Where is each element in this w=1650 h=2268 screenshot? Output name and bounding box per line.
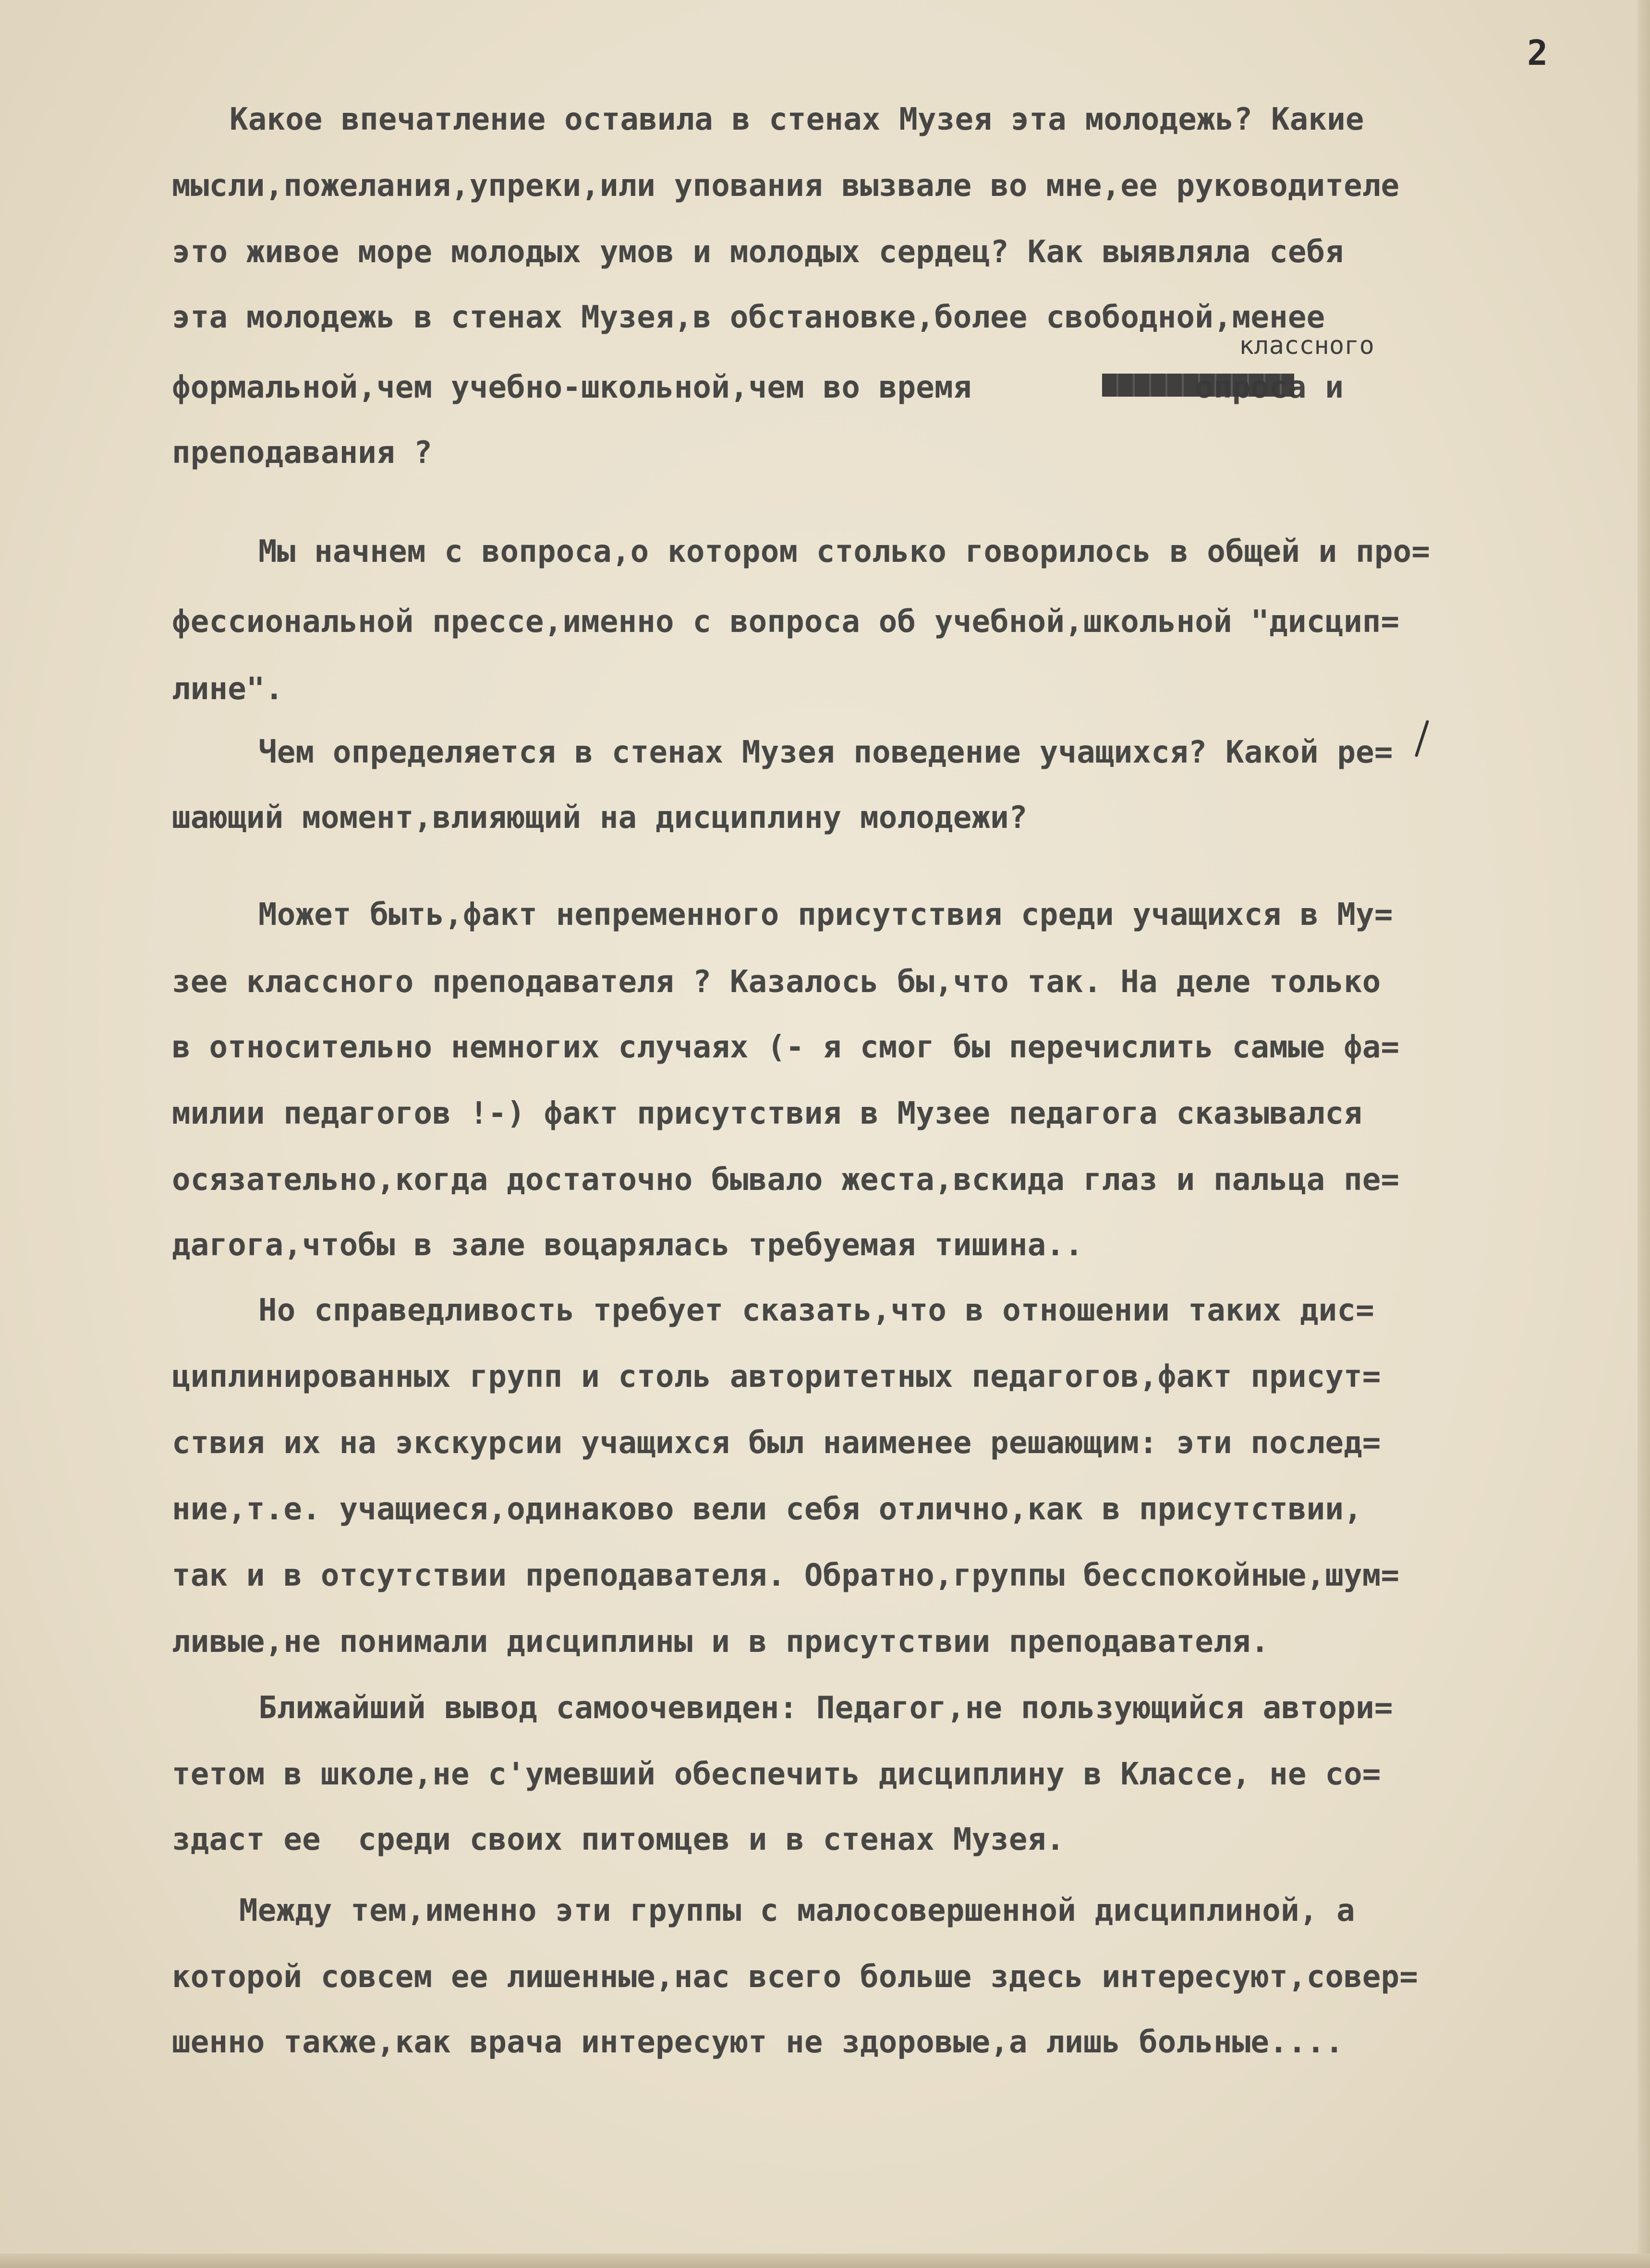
text-line: ствия их на экскурсии учащихся был наименее решающим: эти послед= xyxy=(172,1425,1381,1461)
page-edge-right xyxy=(1638,0,1650,2268)
page-number: 2 xyxy=(1527,33,1548,73)
text-line: эта молодежь в стенах Музея,в обстановке,более свободной,менее xyxy=(172,300,1325,335)
text-line: здаст ее среди своих питомцев и в стенах Музея. xyxy=(172,1822,1065,1857)
text-line: зее классного преподавателя ? Казалось бы,что так. На деле только xyxy=(172,964,1381,1000)
text-line: Мы начнем с вопроса,о котором столько говорилось в общей и про= xyxy=(258,534,1431,570)
text-line: преподавания ? xyxy=(172,435,433,471)
text-line: милии педагогов !-) факт присутствия в Музее педагога сказывался xyxy=(172,1096,1362,1131)
text-line: осязательно,когда достаточно бывало жеста,вскида глаз и пальца пе= xyxy=(172,1162,1400,1198)
text-line: Может быть,факт непременного присутствия среди учащихся в Му= xyxy=(258,897,1393,933)
text-line: так и в отсутствии преподавателя. Обратно,группы бесспокойные,шум= xyxy=(172,1558,1400,1593)
text-line: мысли,пожелания,упреки,или упования вызвале во мне,ее руководителе xyxy=(172,168,1400,204)
text-line: формальной,чем учебно-школьной,чем во время опроса и xyxy=(172,370,1344,405)
text-line: фессиональной прессе,именно с вопроса об учебной,школьной "дисцип= xyxy=(172,604,1400,640)
text-line: дагога,чтобы в зале воцарялась требуемая тишина.. xyxy=(172,1227,1083,1263)
text-line: шенно также,как врача интересуют не здоровые,а лишь больные.... xyxy=(172,2025,1344,2060)
text-line: циплинированных групп и столь авторитетных педагогов,факт присут= xyxy=(172,1359,1381,1395)
pen-correction-mark xyxy=(1415,720,1429,757)
text-line: Но справедливость требует сказать,что в отношении таких дис= xyxy=(258,1293,1374,1328)
text-line: Между тем,именно эти группы с малосовершенной дисциплиной, а xyxy=(239,1893,1355,1928)
text-line: это живое море молодых умов и молодых сердец? Как выявляла себя xyxy=(172,234,1344,270)
text-line: в относительно немногих случаях (- я смог бы перечислить самые фа= xyxy=(172,1030,1400,1065)
interlinear-insert: классного xyxy=(1239,331,1374,360)
text-line: Чем определяется в стенах Музея поведение учащихся? Какой ре= xyxy=(258,735,1393,770)
text-line: которой совсем ее лишенные,нас всего больше здесь интересуют,совер= xyxy=(172,1959,1418,1995)
text-line: Ближайший вывод самоочевиден: Педагог,не пользующийся автори= xyxy=(258,1690,1393,1726)
page-edge-bottom xyxy=(0,2254,1650,2268)
text-line: ние,т.е. учащиеся,одинаково вели себя отлично,как в присутствии, xyxy=(172,1492,1362,1527)
text-line: лине". xyxy=(172,671,284,707)
text-line: шающий момент,влияющий на дисциплину молодежи? xyxy=(172,800,1028,836)
text-line: Какое впечатление оставила в стенах Музея эта молодежь? Какие xyxy=(230,102,1364,137)
text-line: тетом в школе,не с'умевший обеспечить дисциплину в Классе, не со= xyxy=(172,1757,1381,1792)
text-line: ливые,не понимали дисциплины и в присутствии преподавателя. xyxy=(172,1624,1270,1660)
